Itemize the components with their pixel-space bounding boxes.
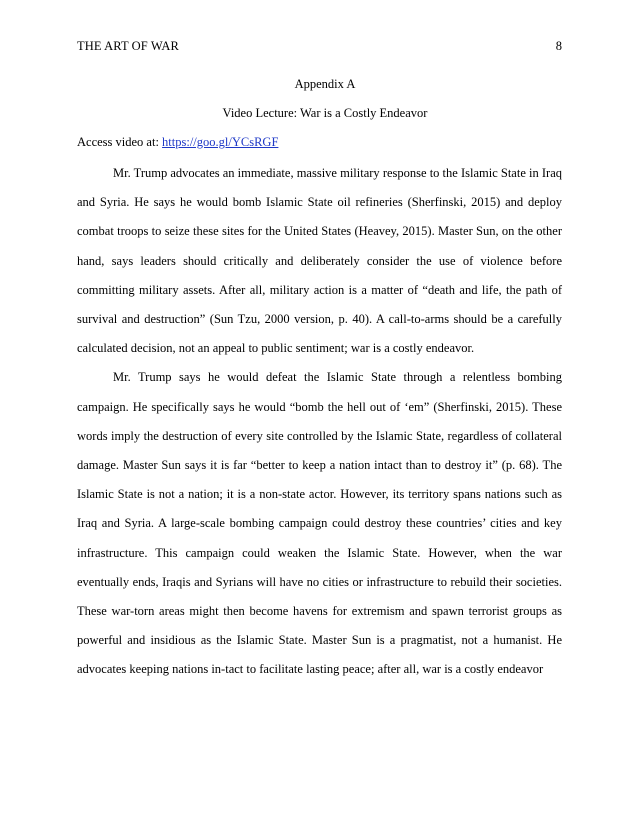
appendix-title: Appendix A (294, 77, 356, 91)
paragraph: Mr. Trump says he would defeat the Islamic State through a relentless bombing campaign. He specifically says he would “bomb the hell out of ‘em” (Sherfinski, 2015). These words imply the destruction of every site controlled by the Islamic State, regardless of collateral damage. Master Sun says it is far “better to keep a nation intact than to destroy it” (p. 68). The Islamic State is not a nation; it is a non-state actor. However, its territory spans nations such as Iraq and Syria. A large-scale bombing campaign could destroy these countries’ cities and key infrastructure. This campaign could weaken the Islamic State. However, when the war eventually ends, Iraqis and Syrians will have no cities or infrastructure to rebuild their societies. These war-torn areas might then become havens for extremism and spawn terrorist groups as powerful and insidious as the Islamic State. Master Sun is a pragmatist, not a humanist. He advocates keeping nations in-tact to facilitate lasting peace; after all, war is a costly endeavor (77, 370, 562, 677)
access-video-line (77, 135, 278, 150)
running-head: THE ART OF WAR (77, 39, 179, 53)
access-video-label: Access video at: (77, 135, 163, 149)
access-video-link[interactable]: https://goo.gl/YCsRGF (162, 135, 279, 149)
body-text (77, 159, 562, 685)
paragraph: Mr. Trump advocates an immediate, massive military response to the Islamic State in Iraq and Syria. He says he would bomb Islamic State oil refineries (Sherfinski, 2015) and deploy combat troops to seize these sites for the United States (Heavey, 2015). Master Sun, on the other hand, says leaders should critically and deliberately consider the use of violence before committing military assets. After all, military action is a matter of “death and life, the path of survival and destruction” (Sun Tzu, 2000 version, p. 40). A call-to-arms should be a carefully calculated decision, not an appeal to public sentiment; war is a costly endeavor. (77, 166, 562, 356)
page-number: 8 (555, 39, 562, 53)
appendix-subtitle: Video Lecture: War is a Costly Endeavor (222, 106, 428, 120)
